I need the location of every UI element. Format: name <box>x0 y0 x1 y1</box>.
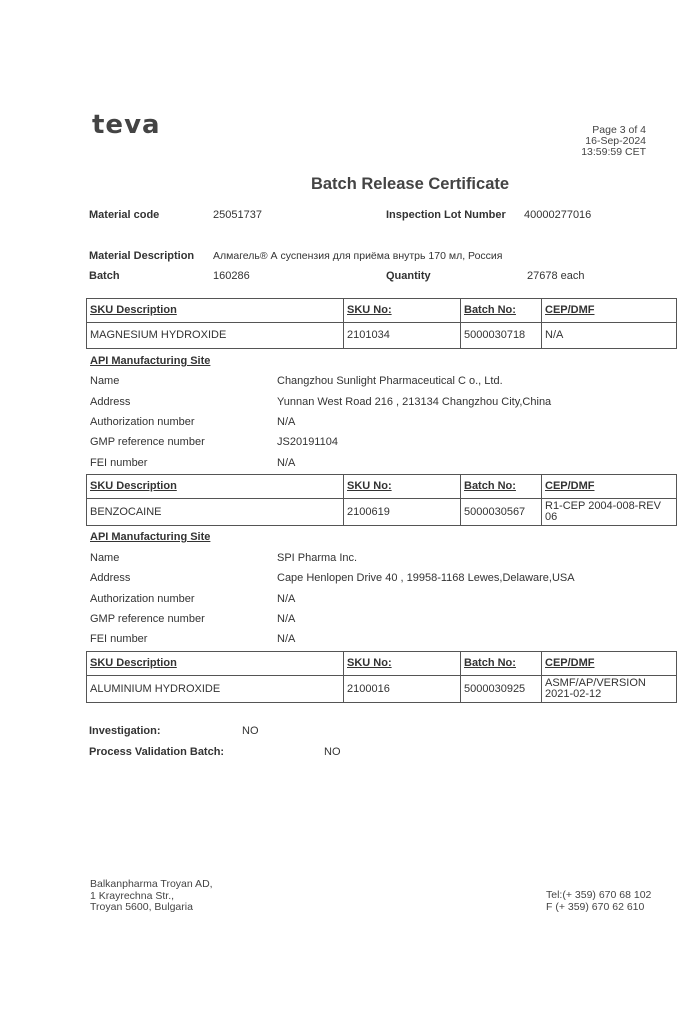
sku-description: BENZOCAINE <box>87 499 344 526</box>
cep-dmf: R1-CEP 2004-008-REV 06 <box>542 499 677 526</box>
footer-tel: Tel:(+ 359) 670 68 102 <box>546 889 652 901</box>
sku-table-1 <box>86 298 677 349</box>
col-sku-no: SKU No: <box>344 299 461 323</box>
inspection-lot-label: Inspection Lot Number <box>386 209 506 221</box>
inspection-lot-value: 40000277016 <box>524 209 592 221</box>
sku-table-3 <box>86 651 677 703</box>
batch-label: Batch <box>89 270 120 282</box>
material-description-value: Алмагель® А суспензия для приёма внутрь 170 мл, Россия <box>213 250 503 262</box>
material-code-value: 25051737 <box>213 209 262 221</box>
api-site-header-2: API Manufacturing Site <box>90 531 211 543</box>
authorization-value: N/A <box>277 416 296 428</box>
process-validation-value: NO <box>324 746 341 758</box>
table-row <box>87 499 677 526</box>
api-site-header-1: API Manufacturing Site <box>90 355 211 367</box>
footer-fax: F (+ 359) 670 62 610 <box>546 900 645 913</box>
footer-address <box>90 879 213 914</box>
material-code-label: Material code <box>89 209 160 221</box>
col-cep-dmf: CEP/DMF <box>542 652 677 676</box>
table-header-row <box>87 652 677 676</box>
quantity-label: Quantity <box>386 270 431 282</box>
site-address-label: Address <box>90 572 131 584</box>
col-cep-dmf: CEP/DMF <box>542 475 677 499</box>
cep-dmf: N/A <box>542 323 677 349</box>
sku-no: 2100016 <box>344 676 461 703</box>
investigation-label: Investigation: <box>89 725 161 737</box>
footer-company: Balkanpharma Troyan AD, <box>90 878 213 890</box>
col-sku-no: SKU No: <box>344 475 461 499</box>
col-sku-no: SKU No: <box>344 652 461 676</box>
sku-no: 2101034 <box>344 323 461 349</box>
table-row <box>87 676 677 703</box>
batch-value: 160286 <box>213 270 250 282</box>
fei-label: FEI number <box>90 457 148 469</box>
teva-logo: teva <box>92 110 161 140</box>
material-description-label: Material Description <box>89 250 195 262</box>
col-batch-no: Batch No: <box>461 299 542 323</box>
site-name-label: Name <box>90 375 120 387</box>
col-sku-description: SKU Description <box>87 299 344 323</box>
fei-value: N/A <box>277 457 296 469</box>
gmp-label: GMP reference number <box>90 613 205 625</box>
sku-no: 2100619 <box>344 499 461 526</box>
footer-city: Troyan 5600, Bulgaria <box>90 901 193 913</box>
col-sku-description: SKU Description <box>87 475 344 499</box>
batch-no: 5000030925 <box>461 676 542 703</box>
site-address-label: Address <box>90 396 131 408</box>
authorization-label: Authorization number <box>90 593 195 605</box>
fei-value: N/A <box>277 633 296 645</box>
quantity-value: 27678 each <box>527 270 585 282</box>
sku-description: ALUMINIUM HYDROXIDE <box>87 676 344 703</box>
gmp-value: JS20191104 <box>277 436 338 448</box>
table-header-row <box>87 299 677 323</box>
site-name-value: SPI Pharma Inc. <box>277 552 358 564</box>
investigation-value: NO <box>242 725 259 737</box>
process-validation-label: Process Validation Batch: <box>89 746 225 758</box>
col-sku-description: SKU Description <box>87 652 344 676</box>
table-row <box>87 323 677 349</box>
authorization-value: N/A <box>277 593 296 605</box>
col-batch-no: Batch No: <box>461 652 542 676</box>
gmp-value: N/A <box>277 613 296 625</box>
col-cep-dmf: CEP/DMF <box>542 299 677 323</box>
table-header-row <box>87 475 677 499</box>
footer-street: 1 Krayrechna Str., <box>90 889 175 902</box>
site-name-label: Name <box>90 552 120 564</box>
site-address-value: Cape Henlopen Drive 40 , 19958-1168 Lewes,Delaware,USA <box>277 572 575 584</box>
batch-no: 5000030718 <box>461 323 542 349</box>
document-title: Batch Release Certificate <box>310 175 510 193</box>
authorization-label: Authorization number <box>90 416 195 428</box>
page-number: Page 3 of 4 <box>592 124 646 136</box>
footer-contact <box>546 890 651 913</box>
fei-label: FEI number <box>90 633 148 645</box>
gmp-label: GMP reference number <box>90 436 205 448</box>
site-name-value: Changzhou Sunlight Pharmaceutical C o., Ltd. <box>277 375 503 387</box>
batch-no: 5000030567 <box>461 499 542 526</box>
sku-table-2 <box>86 474 677 526</box>
col-batch-no: Batch No: <box>461 475 542 499</box>
site-address-value: Yunnan West Road 216 , 213134 Changzhou City,China <box>277 396 552 408</box>
cep-dmf: ASMF/AP/VERSION 2021-02-12 <box>542 676 677 703</box>
sku-description: MAGNESIUM HYDROXIDE <box>87 323 344 349</box>
print-date: 16-Sep-2024 <box>585 135 646 147</box>
print-time: 13:59:59 CET <box>581 146 646 158</box>
page-info <box>560 125 646 158</box>
